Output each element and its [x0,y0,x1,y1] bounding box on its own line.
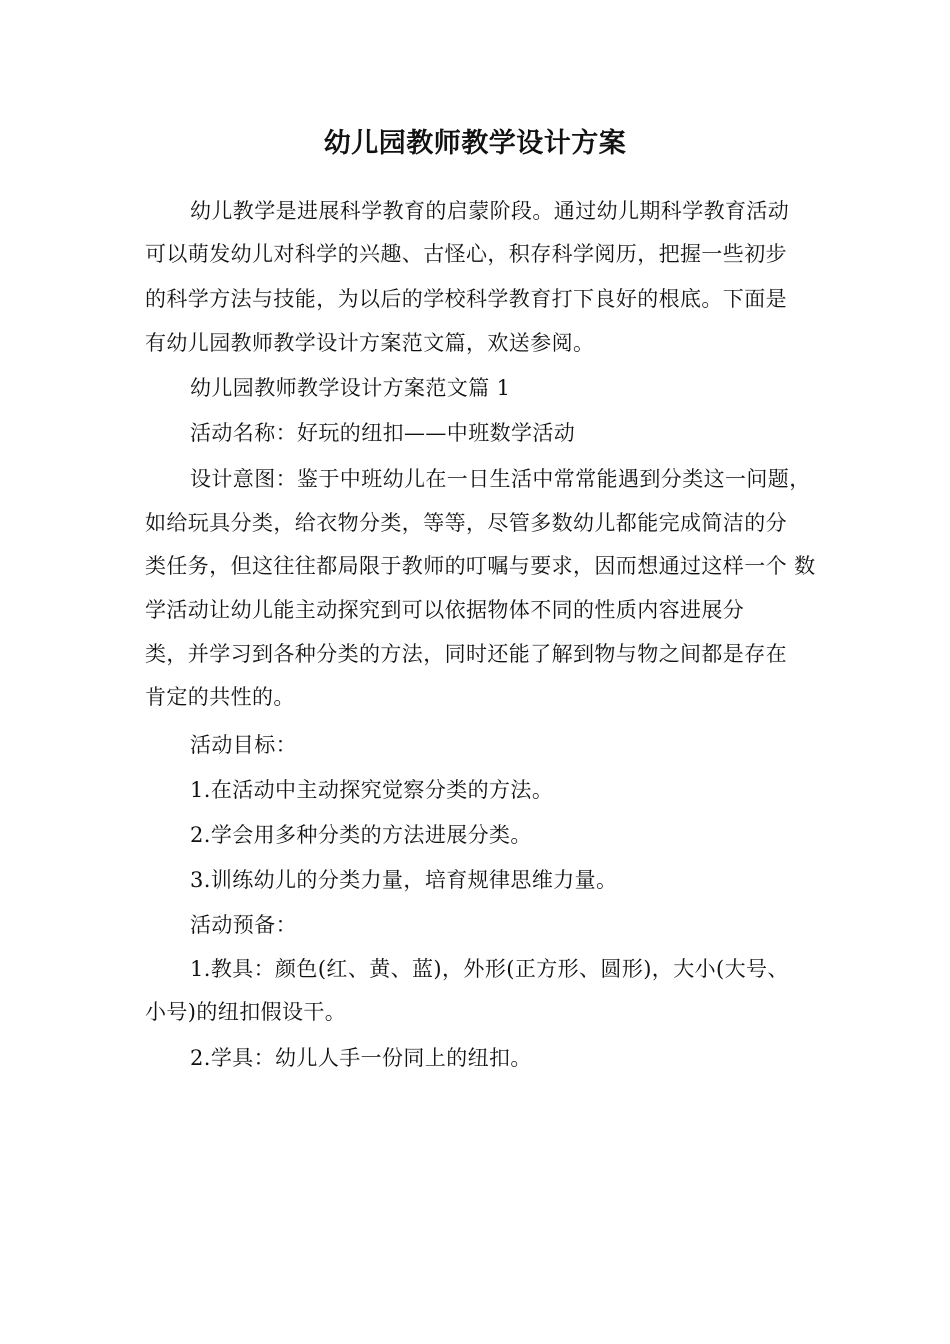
preparation-heading: 活动预备： [190,913,297,937]
intro-paragraph-line: 可以萌发幼儿对科学的兴趣、古怪心，积存科学阅历，把握一些初步 [145,242,787,266]
document-title: 幼儿园教师教学设计方案 [323,128,627,159]
goal-item: 3.训练幼儿的分类力量，培育规律思维力量。 [190,868,618,892]
goal-item: 1.在活动中主动探究觉察分类的方法。 [190,778,554,802]
design-intent-line: 类任务，但这往往都局限于教师的叮嘱与要求，因而想通过这样一个 数 [145,554,816,578]
preparation-item: 1.教具：颜色(红、黄、蓝)，外形(正方形、圆形)，大小(大号、 [190,957,789,981]
design-intent-line: 肯定的共性的。 [145,685,295,709]
preparation-item: 小号)的纽扣假设干。 [145,1000,347,1024]
goal-item: 2.学会用多种分类的方法进展分类。 [190,823,532,847]
intro-paragraph-line: 有幼儿园教师教学设计方案范文篇，欢送参阅。 [145,331,595,355]
intro-paragraph-line: 的科学方法与技能，为以后的学校科学教育打下良好的根底。下面是 [145,287,787,311]
intro-paragraph-line: 幼儿教学是进展科学教育的启蒙阶段。通过幼儿期科学教育活动 [190,199,790,223]
preparation-item: 2.学具：幼儿人手一份同上的纽扣。 [190,1046,532,1070]
goals-heading: 活动目标： [190,733,297,757]
design-intent-line: 设计意图：鉴于中班幼儿在一日生活中常常能遇到分类这一问题， [190,467,811,491]
activity-name: 活动名称：好玩的纽扣——中班数学活动 [190,421,576,445]
design-intent-line: 类，并学习到各种分类的方法，同时还能了解到物与物之间都是存在 [145,642,787,666]
design-intent-line: 如给玩具分类，给衣物分类，等等，尽管多数幼儿都能完成简洁的分 [145,511,787,535]
sample-heading: 幼儿园教师教学设计方案范文篇 1 [190,376,511,400]
design-intent-line: 学活动让幼儿能主动探究到可以依据物体不同的性质内容进展分 [145,598,745,622]
